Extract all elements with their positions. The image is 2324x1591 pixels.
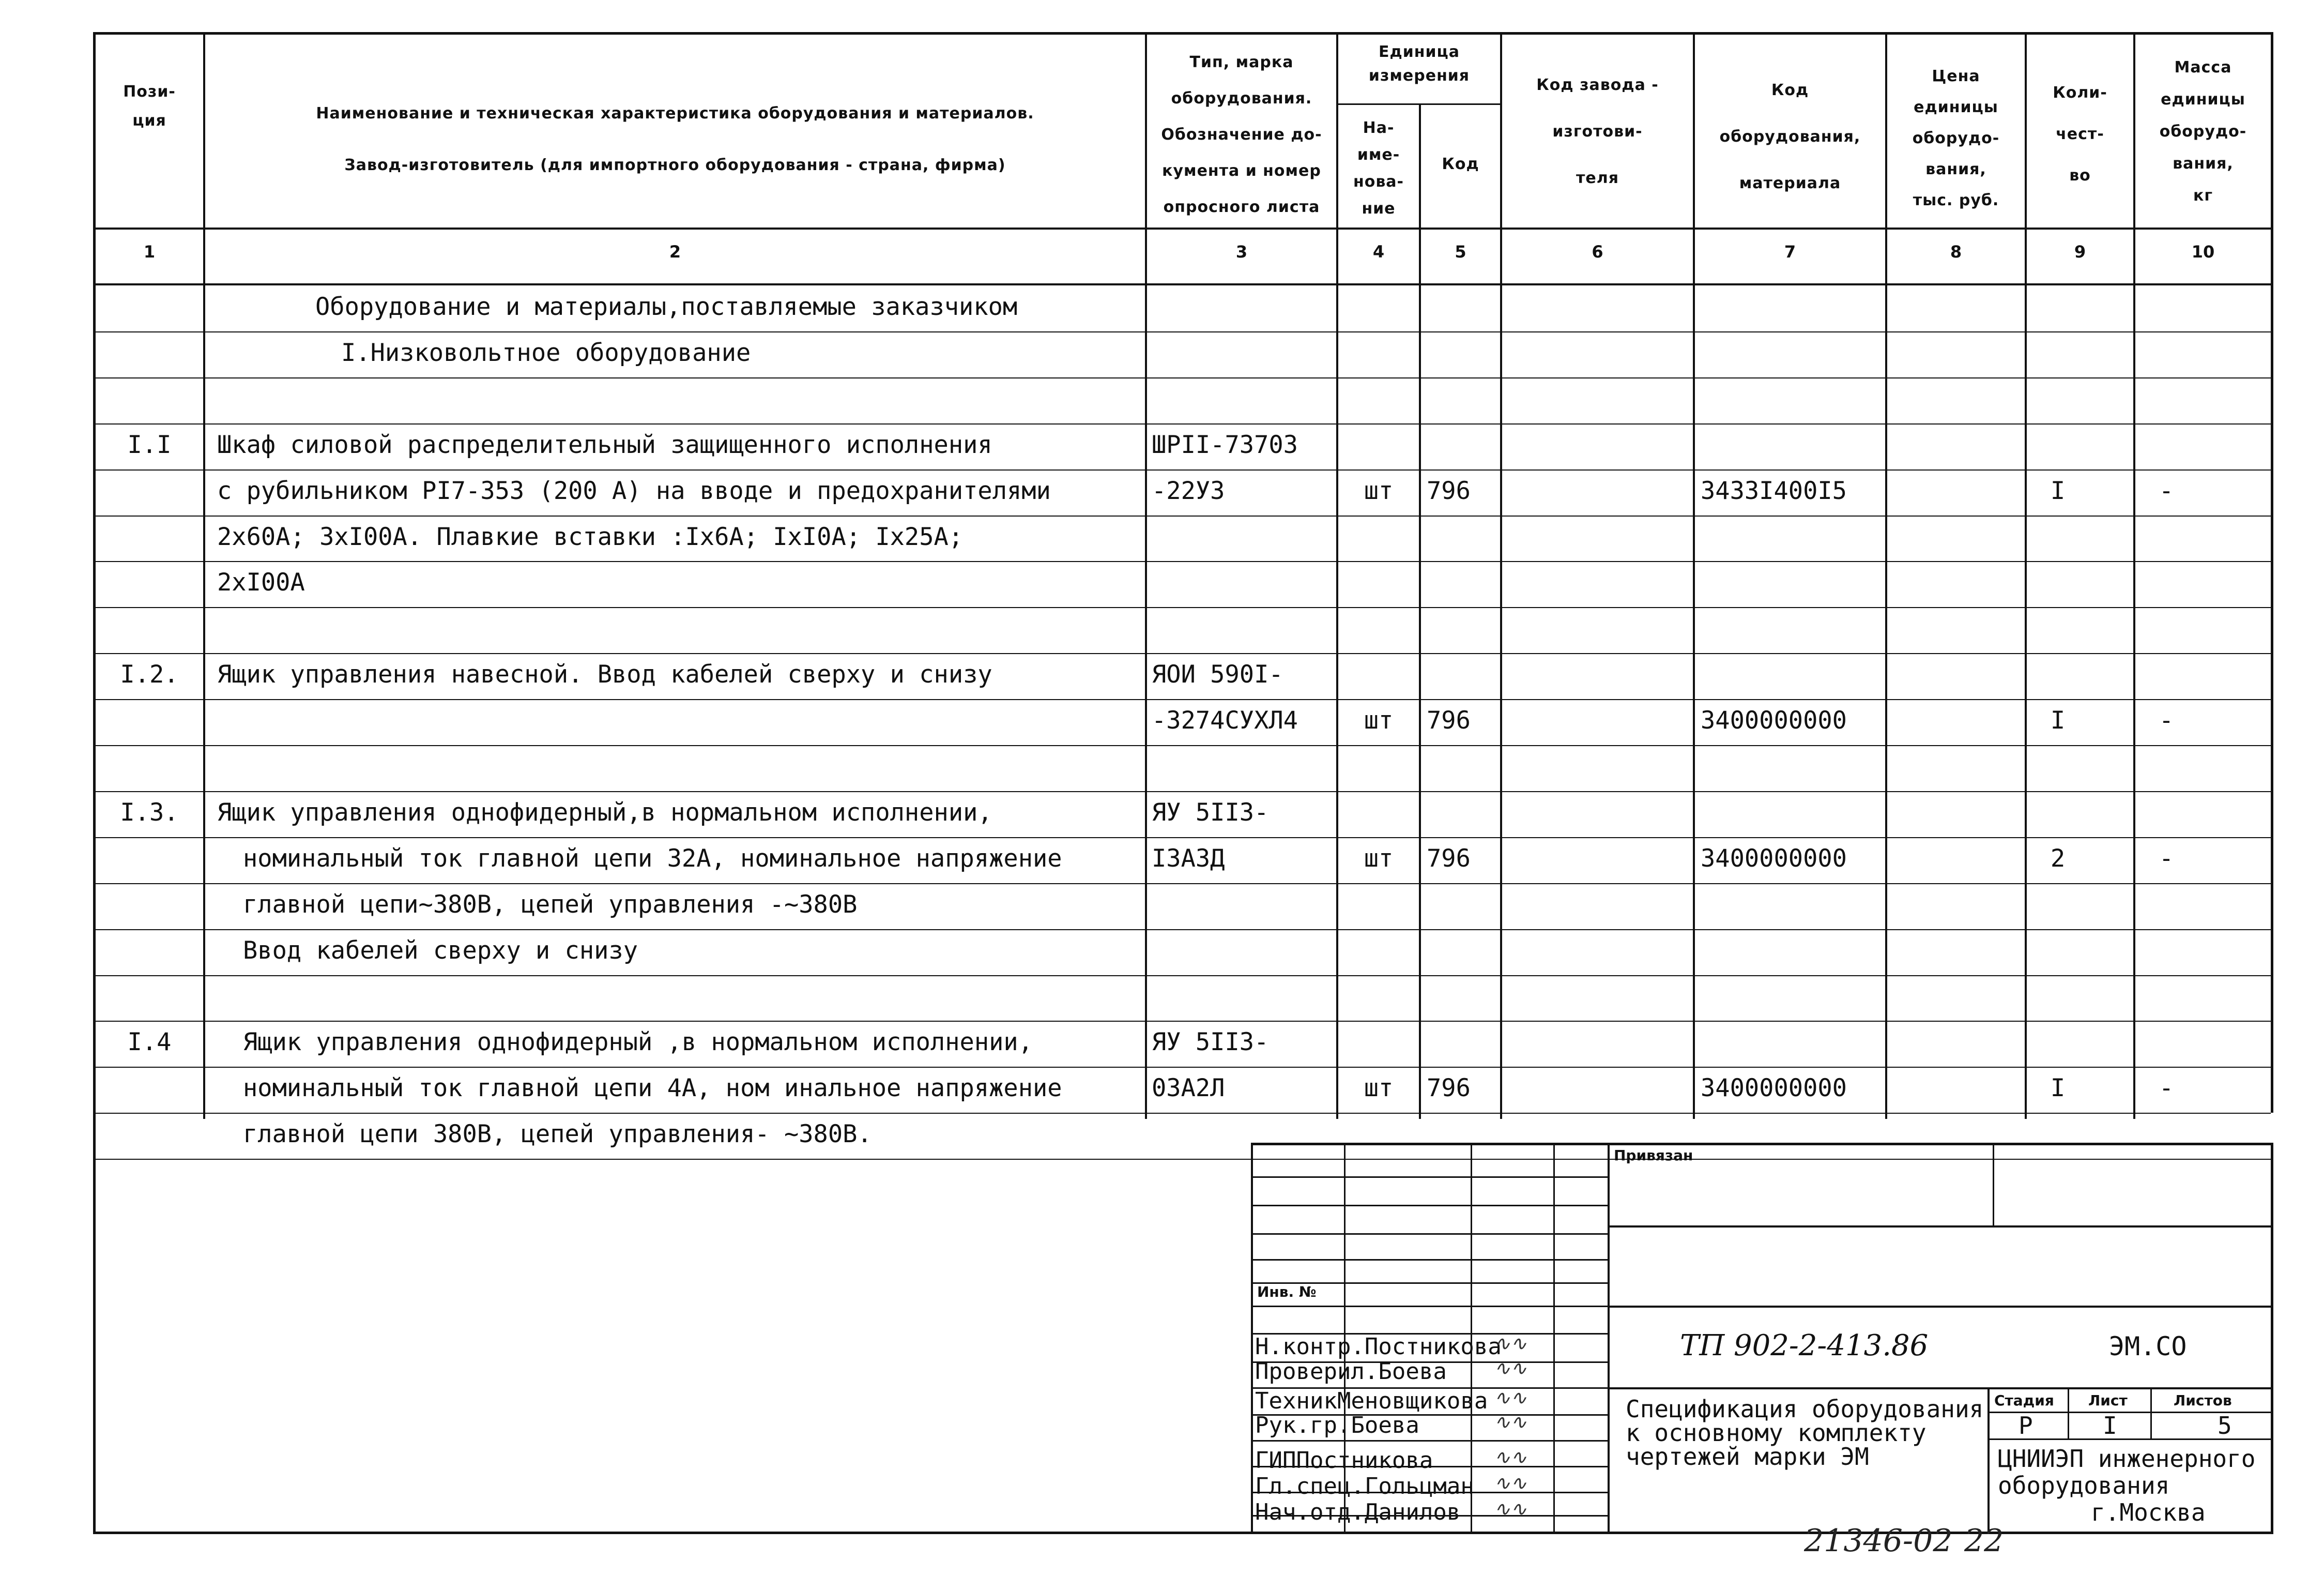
- cell-unit: шт: [1364, 477, 1394, 505]
- header-text: изготови-: [1552, 123, 1643, 141]
- stamp-staff-row: [1255, 1448, 1433, 1474]
- stamp-title-line: к основному комплекту: [1626, 1419, 1927, 1447]
- table-row-line: [96, 423, 2271, 425]
- col-number: 4: [1372, 242, 1385, 262]
- stamp-top: [1251, 1143, 2273, 1145]
- table-row-line: [96, 1067, 2271, 1068]
- cell-code: 796: [1427, 706, 1471, 735]
- col-number: 3: [1235, 242, 1248, 262]
- cell-mass: -: [2159, 844, 2174, 873]
- signature-mark: ∿∿: [1494, 1497, 1527, 1520]
- stamp-stage-col2: [2150, 1387, 2152, 1439]
- stamp-list-value: I: [2103, 1412, 2117, 1440]
- staff-name: Меновщикова: [1337, 1388, 1488, 1414]
- stamp-row-line: [1251, 1233, 1608, 1235]
- header-text: На-: [1363, 119, 1395, 137]
- cell-code: 796: [1427, 1074, 1471, 1102]
- cell-equip: 3400000000: [1701, 844, 1847, 873]
- header-text: име-: [1357, 146, 1400, 164]
- header-text: единицы: [2161, 90, 2245, 109]
- staff-role: ГИП: [1255, 1447, 1296, 1474]
- header-text: вания,: [1925, 160, 1986, 178]
- staff-role: Проверил.: [1255, 1358, 1379, 1385]
- staff-role: Гл.спец.: [1255, 1473, 1365, 1499]
- stamp-staff-row: [1255, 1388, 1488, 1414]
- cell-qty: I: [2050, 1074, 2066, 1102]
- header-text: ция: [132, 112, 166, 130]
- header-text: Тип, марка: [1189, 53, 1294, 71]
- cell-equip: 3433I400I5: [1701, 477, 1847, 505]
- stamp-org-line: оборудования: [1998, 1472, 2170, 1499]
- header-text: Наименование и техническая характеристика оборудования и материалов.: [316, 104, 1034, 123]
- header-text: Обозначение до-: [1161, 126, 1322, 144]
- cell-name: 2х60А; 3хI00А. Плавкие вставки :Iх6А; IхI0А; Iх25А;: [217, 523, 964, 551]
- table-row-line: [96, 516, 2271, 517]
- header-text: кг: [2193, 187, 2213, 205]
- cell-mass: -: [2159, 477, 2174, 505]
- cell-type: 03А2Л: [1152, 1074, 1225, 1102]
- stamp-stage-col1: [2068, 1387, 2069, 1439]
- stamp-privyazan-bottom: [1608, 1225, 2273, 1228]
- cell-name: главной цепи 380В, цепей управления- ~380В.: [243, 1120, 872, 1148]
- cell-name: Ящик управления однофидерный,в нормальном исполнении,: [217, 798, 992, 827]
- signature-mark: ∿∿: [1494, 1472, 1527, 1494]
- cell-pos: I.2.: [120, 660, 179, 689]
- cell-type: ШРII-73703: [1152, 431, 1298, 459]
- header-text: оборудования.: [1171, 89, 1312, 108]
- stamp-staff-row: [1255, 1499, 1460, 1525]
- staff-name: Постникова: [1296, 1447, 1433, 1474]
- cell-name: Ввод кабелей сверху и снизу: [243, 936, 638, 965]
- col-number: 9: [2074, 242, 2086, 262]
- cell-mass: -: [2159, 706, 2174, 735]
- header-text: тыс. руб.: [1913, 191, 1999, 209]
- header-col-unit-code: [1421, 150, 1500, 179]
- table-row-line: [96, 1159, 2271, 1160]
- col-number: 1: [143, 242, 156, 262]
- signature-mark: ∿∿: [1494, 1332, 1527, 1355]
- cell-unit: шт: [1364, 706, 1394, 735]
- header-text: Цена: [1932, 67, 1980, 85]
- header-text: оборудования,: [1719, 128, 1861, 146]
- cell-type: ЯУ 5II3-: [1152, 1028, 1269, 1056]
- cell-name: номинальный ток главной цепи 32А, номинальное напряжение: [243, 844, 1062, 873]
- numbers-bottom-line: [93, 283, 2273, 285]
- col-number: 10: [2191, 242, 2215, 262]
- cell-unit: шт: [1364, 1074, 1394, 1102]
- col-number: 6: [1592, 242, 1603, 262]
- cell-name: Ящик управления однофидерный ,в нормальном исполнении,: [243, 1028, 1033, 1056]
- col-line-1: [203, 32, 205, 1119]
- stamp-title-divider: [1987, 1387, 1990, 1534]
- stamp-staff-row: [1255, 1413, 1419, 1438]
- staff-name: Постникова: [1364, 1334, 1502, 1360]
- header-text: опросного листа: [1163, 198, 1320, 216]
- stamp-right: [2271, 1143, 2273, 1534]
- stamp-list-label: Лист: [2088, 1392, 2128, 1409]
- stamp-organization: [1998, 1445, 2256, 1526]
- table-row-line: [96, 699, 2271, 700]
- cell-type: ЯОИ 590I-: [1152, 660, 1283, 689]
- cell-pos: I.3.: [120, 798, 179, 827]
- cell-pos: I.4: [127, 1028, 172, 1056]
- table-row-line: [96, 653, 2271, 654]
- table-row-line: [96, 331, 2271, 332]
- cell-type: I3А3Д: [1152, 844, 1225, 873]
- col-number: 8: [1950, 242, 1962, 262]
- cell-type: -3274СУХЛ4: [1152, 706, 1298, 735]
- signature-mark: ∿∿: [1494, 1446, 1527, 1468]
- staff-role: Нач.отд.: [1255, 1499, 1365, 1525]
- header-text: материала: [1739, 174, 1841, 192]
- stamp-row-line: [1251, 1440, 1608, 1442]
- header-text: чест-: [2056, 125, 2104, 143]
- cell-name: с рубильником РI7-353 (200 А) на вводе и предохранителями: [217, 477, 1051, 505]
- table-row-line: [96, 607, 2271, 608]
- stamp-title-top: [1608, 1387, 2273, 1389]
- staff-name: Гольцман: [1364, 1473, 1474, 1499]
- stamp-col-d: [1608, 1143, 1610, 1534]
- stamp-title-line: Спецификация оборудования: [1626, 1395, 1984, 1423]
- header-text: оборудо-: [1912, 129, 2000, 147]
- cell-name: номинальный ток главной цепи 4А, ном инальное напряжение: [243, 1074, 1062, 1102]
- frame-top: [93, 32, 2273, 35]
- table-row-line: [96, 469, 2271, 471]
- header-col-unit-name: [1338, 115, 1419, 222]
- cell-pos: I.I: [127, 431, 172, 459]
- stamp-privyazan-label: Привязан: [1614, 1147, 1693, 1164]
- table-row-line: [96, 745, 2271, 746]
- col-number: 2: [669, 242, 681, 262]
- stamp-row-line: [1251, 1205, 1608, 1206]
- header-col-type: [1147, 44, 1336, 225]
- cell-code: 796: [1427, 477, 1471, 505]
- frame-right: [2271, 32, 2273, 1113]
- stamp-listov-value: 5: [2218, 1412, 2232, 1440]
- cell-qty: 2: [2050, 844, 2066, 873]
- cell-mass: -: [2159, 1074, 2174, 1102]
- table-row-line: [96, 1113, 2271, 1114]
- header-text: Коли-: [2053, 84, 2107, 102]
- header-col-mfr: [1502, 62, 1693, 202]
- stamp-code-bottom: [1608, 1306, 2273, 1308]
- cell-type: -22У3: [1152, 477, 1225, 505]
- cell-code: 796: [1427, 844, 1471, 873]
- staff-role: Рук.гр.: [1255, 1412, 1351, 1438]
- header-text: Код: [1771, 81, 1809, 99]
- stamp-stadiya-label: Стадия: [1994, 1392, 2054, 1409]
- stamp-org-line: г.Москва: [2091, 1498, 2206, 1526]
- table-row-line: [96, 791, 2271, 792]
- stamp-stadiya-value: Р: [2019, 1412, 2033, 1440]
- col-number: 7: [1784, 242, 1796, 262]
- stamp-mark: ЭМ.СО: [2109, 1331, 2187, 1361]
- header-col-mass: [2135, 52, 2271, 212]
- cell-qty: I: [2050, 706, 2066, 735]
- stamp-privyazan-divider: [1993, 1143, 1994, 1225]
- header-text: ние: [1362, 200, 1396, 218]
- stamp-title-line: чертежей марки ЭМ: [1626, 1443, 1869, 1471]
- header-text: кумента и номер: [1162, 162, 1321, 180]
- header-bottom-line: [93, 228, 2273, 230]
- header-text: теля: [1576, 169, 1619, 187]
- stamp-row-line: [1251, 1306, 1608, 1307]
- stamp-listov-label: Листов: [2174, 1392, 2232, 1409]
- page-number: 22: [1964, 1523, 2004, 1559]
- header-text: Код завода -: [1536, 76, 1659, 94]
- header-text: Код: [1442, 155, 1479, 173]
- header-text: Масса: [2174, 58, 2232, 77]
- staff-role: Н.контр.: [1255, 1334, 1365, 1360]
- cell-qty: I: [2050, 477, 2066, 505]
- col-number: 5: [1455, 242, 1466, 262]
- header-col-price: [1887, 61, 2025, 216]
- stamp-inv-label: Инв. №: [1257, 1283, 1317, 1300]
- signature-mark: ∿∿: [1494, 1386, 1527, 1409]
- staff-name: Данилов: [1364, 1499, 1461, 1525]
- stamp-staff-row: [1255, 1334, 1502, 1360]
- stamp-staff-row: [1255, 1474, 1474, 1499]
- header-text: оборудо-: [2159, 123, 2247, 141]
- cell-unit: шт: [1364, 844, 1394, 873]
- staff-name: Боева: [1378, 1358, 1447, 1385]
- header-col-unit: [1338, 40, 1500, 88]
- table-row-line: [96, 561, 2271, 562]
- table-row-line: [96, 837, 2271, 838]
- staff-role: Техник: [1255, 1388, 1337, 1414]
- stamp-org-line: ЦНИИЭП инженерного: [1998, 1445, 2256, 1473]
- cell-name: главной цепи~380В, цепей управления -~380В: [243, 890, 858, 919]
- header-text: единицы: [1914, 98, 1998, 116]
- cell-equip: 3400000000: [1701, 706, 1847, 735]
- stamp-staff-row: [1255, 1359, 1447, 1385]
- cell-name: I.Низковольтное оборудование: [341, 339, 751, 367]
- header-text: Единица: [1379, 43, 1460, 61]
- signature-mark: ∿∿: [1494, 1357, 1527, 1380]
- stamp-doc-code: ТП 902-2-413.86: [1680, 1329, 1929, 1362]
- table-row-line: [96, 883, 2271, 884]
- header-text: нова-: [1353, 173, 1404, 191]
- header-col-equip-code: [1695, 67, 1885, 207]
- cell-name: 2хI00А: [217, 568, 305, 597]
- stamp-col-c: [1553, 1143, 1555, 1534]
- header-text: Пози-: [123, 83, 176, 101]
- stamp-title: [1626, 1395, 1984, 1471]
- header-col-name: [205, 88, 1145, 191]
- sheet-code: 21346-02: [1804, 1523, 1953, 1559]
- header-col-position: [96, 78, 203, 135]
- stamp-left: [1251, 1143, 1253, 1534]
- header-text: вания,: [2173, 155, 2234, 173]
- cell-equip: 3400000000: [1701, 1074, 1847, 1102]
- table-row-line: [96, 377, 2271, 378]
- header-col-qty: [2027, 72, 2133, 196]
- header-text: во: [2069, 166, 2091, 185]
- cell-name: Шкаф силовой распределительный защищенного исполнения: [217, 431, 992, 459]
- table-row-line: [96, 975, 2271, 976]
- cell-name: Оборудование и материалы,поставляемые заказчиком: [315, 293, 1018, 321]
- staff-name: Боева: [1351, 1412, 1419, 1438]
- cell-type: ЯУ 5II3-: [1152, 798, 1269, 827]
- header-text: Завод-изготовитель (для импортного оборудования - страна, фирма): [344, 156, 1006, 174]
- stamp-row-line: [1251, 1176, 1608, 1178]
- table-row-line: [96, 929, 2271, 930]
- signature-mark: ∿∿: [1494, 1411, 1527, 1433]
- cell-name: Ящик управления навесной. Ввод кабелей сверху и снизу: [217, 660, 992, 689]
- table-row-line: [96, 1021, 2271, 1022]
- header-text: измерения: [1368, 67, 1470, 85]
- stamp-row-line: [1251, 1259, 1608, 1261]
